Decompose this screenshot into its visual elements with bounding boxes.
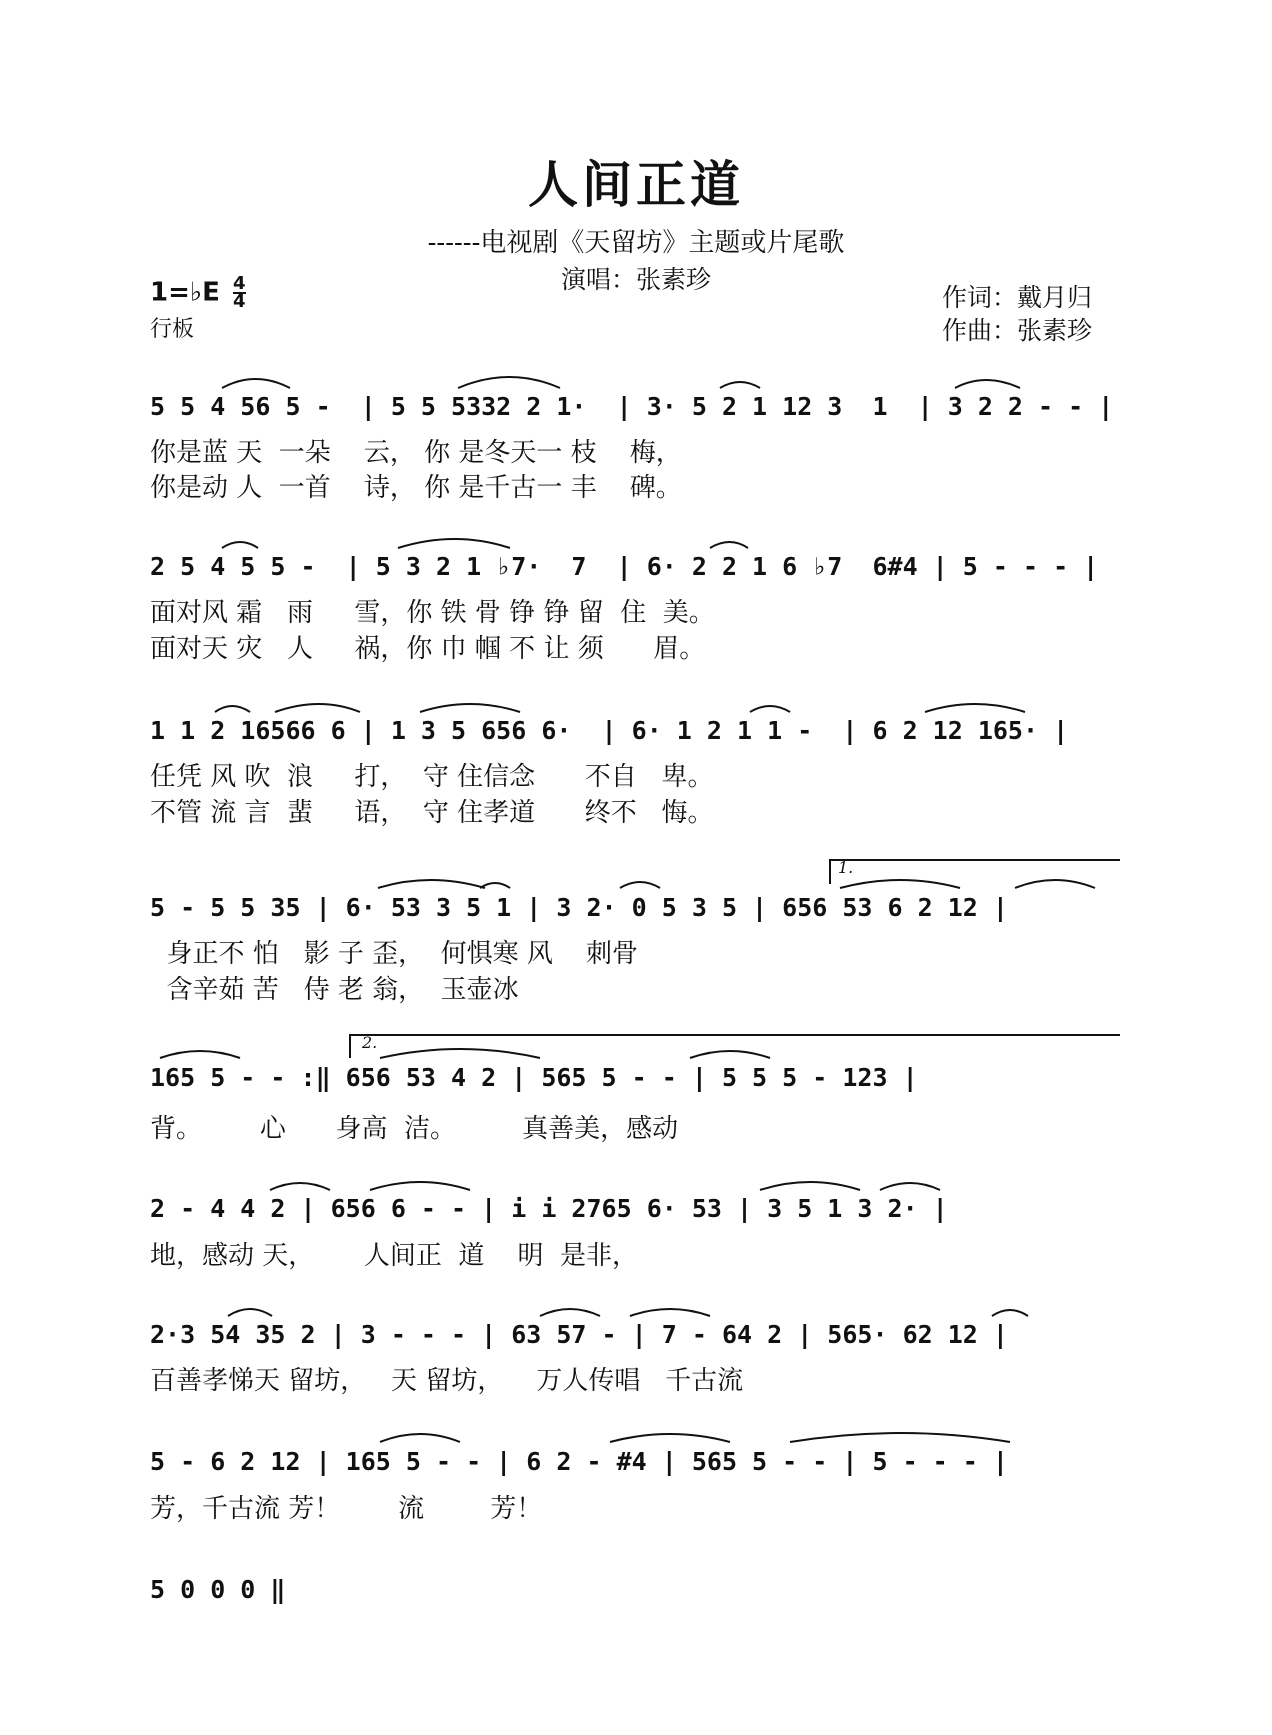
notation-line-1: 5 5 4 56 5 - | 5 5 5332 2 1· | 3· 5 2 1 12 3 1 | 3 2 2 - - | [150,392,1114,421]
volta-2-label: 2. [362,1033,378,1052]
lyric-line-4-verse-2: 含辛茹 苦 侍 老 翁， 玉壶冰 [150,975,519,1005]
lyric-line-3-verse-1: 任凭 风 吹 浪 打， 守 住信念 不自 卑。 [150,762,714,792]
lyric-line-5: 背。 心 身高 洁。 真善美，感动 [150,1114,679,1144]
notation-line-8: 5 - 6 2 12 | 165 5 - - | 6 2 - #4 | 565 5 - - | 5 - - - | [150,1447,1008,1476]
lyric-line-2-verse-2: 面对天 灾 人 祸，你 巾 帼 不 让 须 眉。 [150,634,706,664]
lyric-line-2-verse-1: 面对风 霜 雨 雪，你 铁 骨 铮 铮 留 住 美。 [150,598,715,628]
lyric-line-4-verse-1: 身正不 怕 影 子 歪， 何惧寒 风 刺骨 [150,939,638,969]
notation-line-4: 5 - 5 5 35 | 6· 53 3 5 1 | 3 2· 0 5 3 5 | 656 53 6 2 12 | [150,893,1008,922]
notation-line-5: 165 5 - - :‖ 656 53 4 2 | 565 5 - - | 5 5 5 - 123 | [150,1063,918,1092]
lyric-line-6: 地，感动 天， 人间正 道 明 是非， [150,1241,638,1271]
singer-credit: 演唱：张素珍 [560,265,711,294]
time-signature-bottom: 4 [232,291,246,312]
notation-line-7: 2·3 54 35 2 | 3 - - - | 63 57 - | 7 - 64 2 | 565· 62 12 | [150,1320,1008,1349]
key-signature [150,273,246,312]
notation-line-6: 2 - 4 4 2 | 656 6 - - | i i 2765 6· 53 | 3 5 1 3 2· | [150,1194,948,1223]
notation-line-2: 2 5 4 5 5 - | 5 3 2 1 ♭7· 7 | 6· 2 2 1 6 ♭7 6#4 | 5 - - - | [150,552,1099,581]
lyric-line-3-verse-2: 不管 流 言 蜚 语， 守 住孝道 终不 悔。 [150,798,714,828]
composer-credit: 作曲：张素珍 [942,316,1093,345]
time-signature [232,273,246,312]
lyric-line-1-verse-2: 你是动 人 一首 诗， 你 是千古一 丰 碑。 [150,473,682,503]
notation-line-3: 1 1 2 16566 6 | 1 3 5 656 6· | 6· 1 2 1 1 - | 6 2 12 165· | [150,716,1069,745]
key-label: 1=♭E [150,277,220,308]
lyric-line-7: 百善孝悌天 留坊， 天 留坊， 万人传唱 千古流 [150,1366,744,1396]
lyric-line-1-verse-1: 你是蓝 天 一朵 云， 你 是冬天一 枝 梅， [150,438,682,468]
time-signature-top: 4 [232,273,246,294]
notation-line-9: 5 0 0 0 ‖ [150,1575,286,1604]
volta-1-label: 1. [838,858,854,877]
tempo-marking: 行板 [150,317,195,342]
song-subtitle: ------电视剧《天留坊》主题或片尾歌 [427,228,845,258]
lyricist-credit: 作词：戴月归 [942,283,1093,312]
song-title: 人间正道 [528,155,744,214]
lyric-line-8: 芳，千古流 芳！ 流 芳！ [150,1494,543,1524]
